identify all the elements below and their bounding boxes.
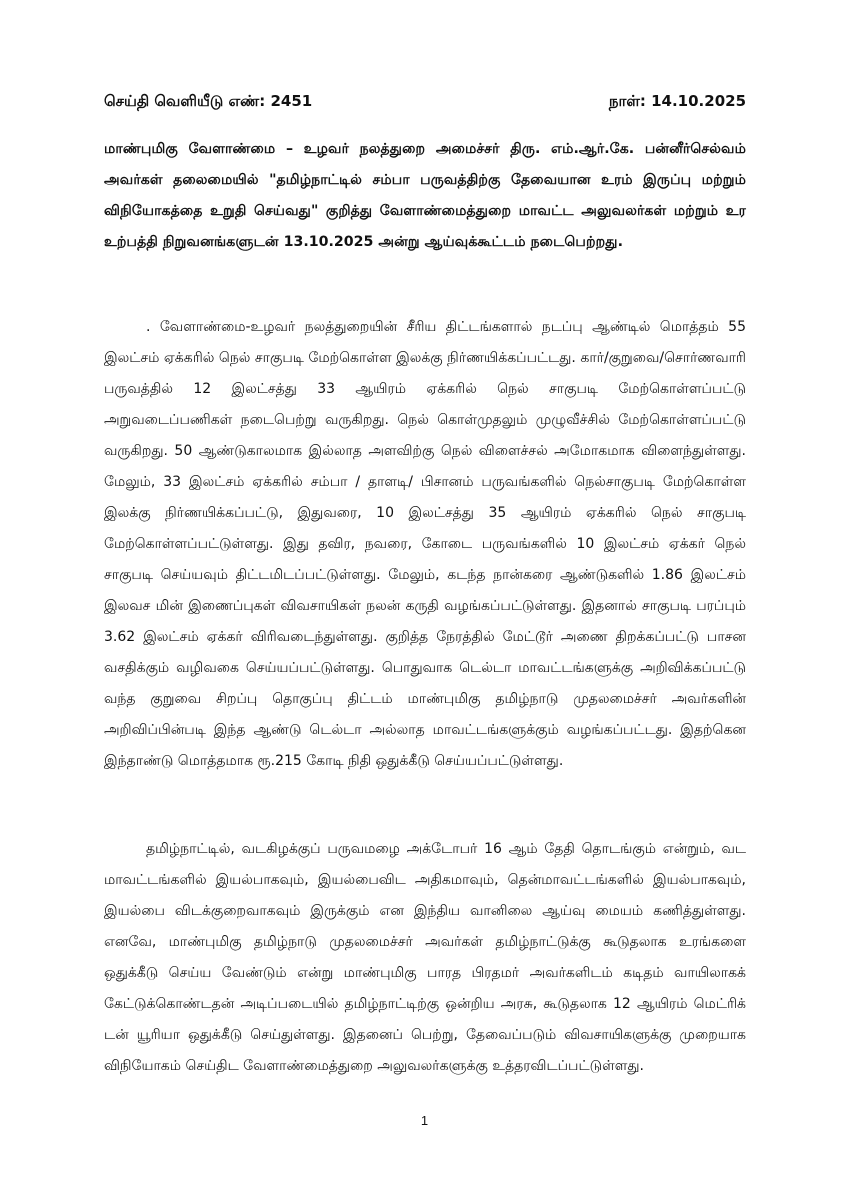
release-date: நாள்: 14.10.2025 xyxy=(608,92,746,110)
press-release-heading: மாண்புமிகு வேளாண்மை – உழவர் நலத்துறை அமைச்சர் திரு. எம்.ஆர்.கே. பன்னீர்செல்வம் அவர்கள் தலைமையில் "தமிழ்நாட்டில் சம்பா பருவத்திற்கு தேவையான உரம் இருப்பு மற்றும் விநியோகத்தை உறுதி செய்வது" குறித்து வேளாண்மைத்துறை மாவட்ட அலுவலர்கள் மற்றும் உர உற்பத்தி நிறுவனங்களுடன் 13.10.2025 அன்று ஆய்வுக்கூட்டம் நடைபெற்றது. xyxy=(104,141,746,250)
body-paragraph-2: தமிழ்நாட்டில், வடகிழக்குப் பருவமழை அக்டோபர் 16 ஆம் தேதி தொடங்கும் என்றும், வட மாவட்டங்களில் இயல்பாகவும், இயல்பைவிட அதிகமாவும், தென்மாவட்டங்களில் இயல்பாகவும், இயல்பை விடக்குறைவாகவும் இருக்கும் என இந்திய வானிலை ஆய்வு மையம் கணித்துள்ளது. எனவே, மாண்புமிகு தமிழ்நாடு முதலமைச்சர் அவர்கள் தமிழ்நாட்டுக்கு கூடுதலாக உரங்களை ஒதுக்கீடு செய்ய வேண்டும் என்று மாண்புமிகு பாரத பிரதமர் அவர்களிடம் கடிதம் வாயிலாகக் கேட்டுக்கொண்டதன் அடிப்படையில் தமிழ்நாட்டிற்கு ஒன்றிய அரசு, கூடுதலாக 12 ஆயிரம் மெட்ரிக் டன் யூரியா ஒதுக்கீடு செய்துள்ளது. இதனைப் பெற்று, தேவைப்படும் விவசாயிகளுக்கு முறையாக விநியோகம் செய்திட வேளாண்மைத்துறை அலுவலர்களுக்கு உத்தரவிடப்பட்டுள்ளது. xyxy=(104,841,746,1074)
header-row xyxy=(104,92,746,112)
body-paragraph-1: . வேளாண்மை-உழவர் நலத்துறையின் சீரிய திட்டங்களால் நடப்பு ஆண்டில் மொத்தம் 55 இலட்சம் ஏக்கரில் நெல் சாகுபடி மேற்கொள்ள இலக்கு நிர்ணயிக்கப்பட்டது. கார்/குறுவை/சொர்ணவாரி பருவத்தில் 12 இலட்சத்து 33 ஆயிரம் ஏக்கரில் நெல் சாகுபடி மேற்கொள்ளப்பட்டு அறுவடைப்பணிகள் நடைபெற்று வருகிறது. நெல் கொள்முதலும் முழுவீச்சில் மேற்கொள்ளப்பட்டு வருகிறது. 50 ஆண்டுகாலமாக இல்லாத அளவிற்கு நெல் விளைச்சல் அமோகமாக விளைந்துள்ளது. மேலும், 33 இலட்சம் ஏக்கரில் சம்பா / தாளடி/ பிசானம் பருவங்களில் நெல்சாகுபடி மேற்கொள்ள இலக்கு நிர்ணயிக்கப்பட்டு, இதுவரை, 10 இலட்சத்து 35 ஆயிரம் ஏக்கரில் நெல் சாகுபடி மேற்கொள்ளப்பட்டுள்ளது. இது தவிர, நவரை, கோடை பருவங்களில் 10 இலட்சம் ஏக்கர் நெல் சாகுபடி செய்யவும் திட்டமிடப்பட்டுள்ளது. மேலும், கடந்த நான்கரை ஆண்டுகளில் 1.86 இலட்சம் இலவச மின் இணைப்புகள் விவசாயிகள் நலன் கருதி வழங்கப்பட்டுள்ளது. இதனால் சாகுபடி பரப்பும் 3.62 இலட்சம் ஏக்கர் விரிவடைந்துள்ளது. குறித்த நேரத்தில் மேட்டூர் அணை திறக்கப்பட்டு பாசன வசதிக்கும் வழிவகை செய்யப்பட்டுள்ளது. பொதுவாக டெல்டா மாவட்டங்களுக்கு அறிவிக்கப்பட்டு வந்த குறுவை சிறப்பு தொகுப்பு திட்டம் மாண்புமிகு தமிழ்நாடு முதலமைச்சர் அவர்களின் அறிவிப்பின்படி இந்த ஆண்டு டெல்டா அல்லாத மாவட்டங்களுக்கும் வழங்கப்பட்டது. இதற்கென இந்தாண்டு மொத்தமாக ரூ.215 கோடி நிதி ஒதுக்கீடு செய்யப்பட்டுள்ளது. xyxy=(104,319,746,769)
release-number: செய்தி வெளியீடு எண்: 2451 xyxy=(104,92,313,110)
page-number: 1 xyxy=(420,1113,429,1128)
